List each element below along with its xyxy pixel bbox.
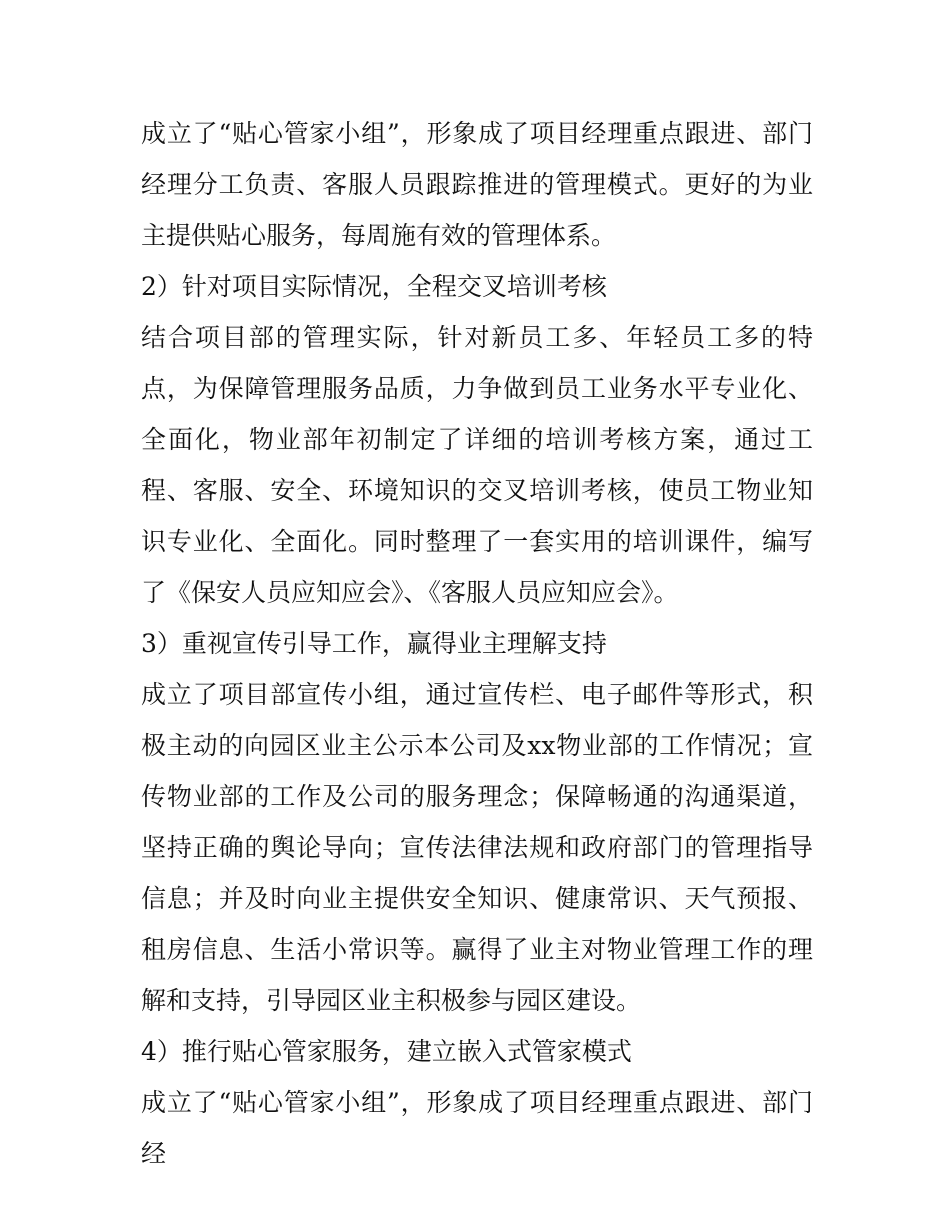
paragraph-butler-group: 成立了“贴心管家小组”，形象成了项目经理重点跟进、部门经理分工负责、客服人员跟踪推进的管理模式。更好的为业主提供贴心服务，每周施有效的管理体系。 [141,119,813,250]
heading-training: 2）针对项目实际情况，全程交叉培训考核 [141,272,607,301]
heading-publicity: 3）重视宣传引导工作，赢得业主理解支持 [141,629,607,658]
heading-butler-service: 4）推行贴心管家服务，建立嵌入式管家模式 [141,1037,632,1066]
paragraph-training: 结合项目部的管理实际，针对新员工多、年轻员工多的特点，为保障管理服务品质，力争做到员工业务水平专业化、全面化，物业部年初制定了详细的培训考核方案，通过工程、客服、安全、环境知识的交叉培训考核，使员工物业知识专业化、全面化。同时整理了一套实用的培训课件，编写了《保安人员应知应会》、《客服人员应知应会》。 [141,323,813,607]
document-body [141,108,813,1179]
paragraph-butler-service: 成立了“贴心管家小组”，形象成了项目经理重点跟进、部门经 [141,1088,813,1168]
paragraph-publicity: 成立了项目部宣传小组，通过宣传栏、电子邮件等形式，积极主动的向园区业主公示本公司及xx物业部的工作情况；宣传物业部的工作及公司的服务理念；保障畅通的沟通渠道，坚持正确的舆论导向；宣传法律法规和政府部门的管理指导信息；并及时向业主提供安全知识、健康常识、天气预报、租房信息、生活小常识等。赢得了业主对物业管理工作的理解和支持，引导园区业主积极参与园区建设。 [141,680,813,1015]
